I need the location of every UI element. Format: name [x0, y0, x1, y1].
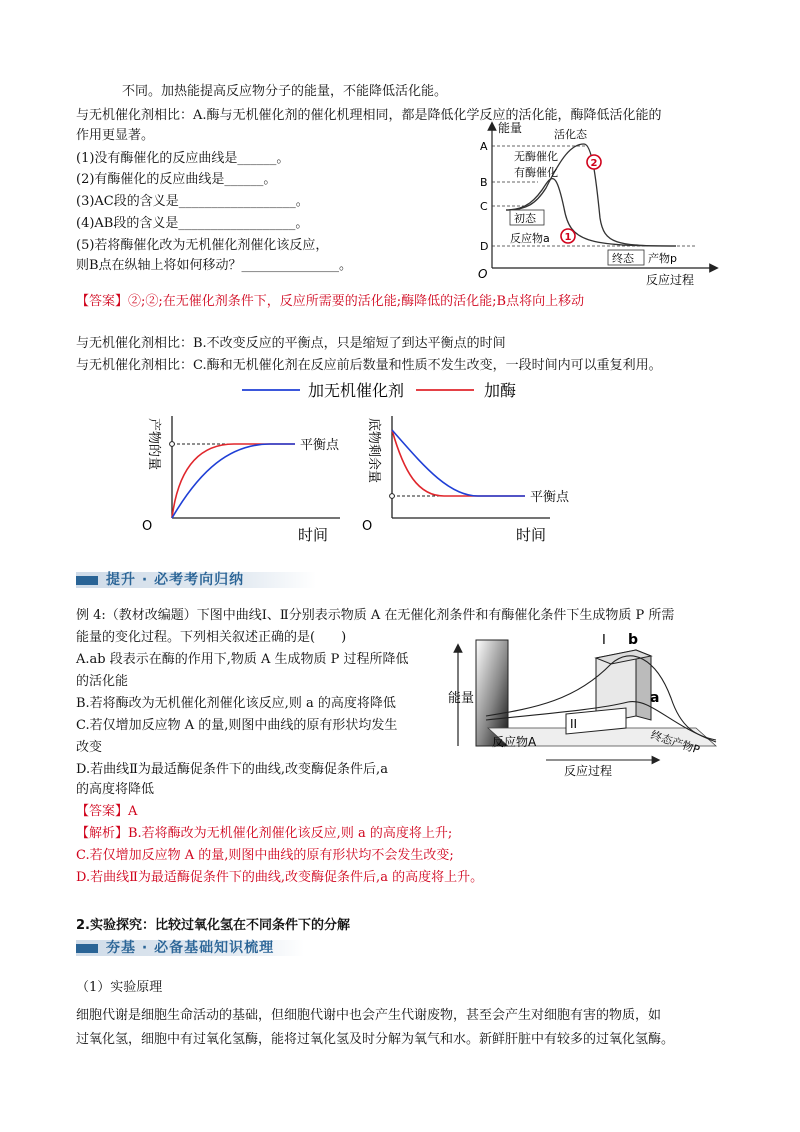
substrate-eq-label: 平衡点 [530, 490, 570, 505]
example4-stem-line1: 例 4:（教材改编题）下图中曲线Ⅰ、Ⅱ分别表示物质 A 在无催化剂条件和有酶催化条件下生成物质 P 所需 [76, 608, 675, 623]
option-a-line1: A.ab 段表示在酶的作用下,物质 A 生成物质 P 过程所降低 [76, 652, 409, 667]
initial-state-label: 初态 [514, 212, 536, 225]
final-product-label: 终态产物P [649, 728, 702, 757]
label-a: a [650, 690, 660, 706]
substrate-y-label: 底物剩余量 [366, 418, 381, 484]
x3d-label: 反应过程 [564, 764, 613, 778]
curve2-number: 2 [590, 158, 598, 169]
substrate-x-label: 时间 [516, 526, 547, 544]
substrate-chart [360, 410, 620, 550]
option-d-line2: 的高度将降低 [76, 782, 155, 797]
question-3: (3)AC段的含义是__________________。 [76, 194, 309, 209]
label-II: II [570, 717, 578, 731]
question-1: (1)没有酶催化的反应曲线是______。 [76, 151, 290, 166]
question-5-line1: (5)若将酶催化改为无机催化剂催化该反应， [76, 238, 329, 253]
product-label: 产物p [648, 252, 677, 265]
point-c: 与无机催化剂相比：C.酶和无机催化剂在反应前后数量和性质不发生改变，一段时间内可以重复利用。 [76, 358, 662, 373]
product-origin: O [142, 519, 153, 534]
final-state-label: 终态 [612, 252, 634, 265]
section2-subheading: （1）实验原理 [76, 980, 163, 995]
product-inorganic-curve [172, 444, 295, 518]
active-state-label: 活化态 [554, 128, 587, 141]
intro-line: 不同。加热能提高反应物分子的能量，不能降低活化能。 [122, 84, 448, 99]
product-chart [140, 410, 360, 550]
principle-line2: 过氧化氢，细胞中有过氧化氢酶，能将过氧化氢及时分解为氧气和水。新鲜肝脏中有较多的过氧化氢酶。 [76, 1032, 675, 1047]
product-enzyme-curve [172, 444, 295, 518]
label-I: I [602, 633, 606, 648]
example4-stem-line2: 能量的变化过程。下列相关叙述正确的是( ) [76, 630, 347, 645]
product-x-label: 时间 [298, 526, 329, 544]
option-d-line1: D.若曲线Ⅱ为最适酶促条件下的曲线,改变酶促条件后,a [76, 762, 388, 777]
legend [240, 378, 580, 402]
option-b: B.若将酶改为无机催化剂催化该反应,则 a 的高度将降低 [76, 696, 396, 711]
section-banner-basic [76, 936, 304, 958]
question-4: (4)AB段的含义是__________________。 [76, 216, 309, 231]
tick-b: B [480, 176, 488, 189]
legend-enzyme-label: 加酶 [484, 381, 517, 400]
answer-1: 【答案】②;②;在无催化剂条件下，反应所需要的活化能;酶降低的活化能;B点将向上移动 [76, 294, 585, 309]
option-a-line2: 的活化能 [76, 674, 129, 689]
answer-2: 【答案】A [76, 804, 138, 819]
reactant-a-label: 反应物A [492, 735, 537, 749]
enzyme-label: 有酶催化 [514, 166, 558, 179]
analysis-d: D.若曲线Ⅱ为最适酶促条件下的曲线,改变酶促条件后,a 的高度将上升。 [76, 870, 484, 885]
product-y-label: 产物的量 [146, 418, 161, 471]
legend-inorganic-label: 加无机催化剂 [308, 381, 405, 400]
product-eq-label: 平衡点 [300, 438, 340, 453]
substrate-inorganic-curve [392, 430, 525, 496]
y3d-label: 能量 [448, 691, 475, 706]
y-axis-label: 能量 [498, 121, 523, 135]
tick-a: A [480, 140, 488, 153]
question-5-line2: 则B点在纵轴上将如何移动？_______________。 [76, 258, 353, 273]
label-b: b [628, 632, 639, 648]
option-c-line2: 改变 [76, 740, 103, 755]
reactant-label: 反应物a [510, 232, 550, 245]
analysis-c: C.若仅增加反应物 A 的量,则图中曲线的原有形状均不会发生改变; [76, 848, 454, 863]
x-axis-label: 反应过程 [646, 273, 695, 287]
point-a-line1: 与无机催化剂相比：A.酶与无机催化剂的催化机理相同，都是降低化学反应的活化能，酶降低活化能的 [76, 108, 662, 123]
banner-advance-text: 提升 · 必考考向归纳 [106, 572, 245, 588]
energy-3d-diagram [446, 628, 736, 778]
analysis-b: 【解析】B.若将酶改为无机催化剂催化该反应,则 a 的高度将上升; [76, 826, 453, 841]
substrate-origin: O [362, 519, 373, 534]
banner-basic-text: 夯基 · 必备基础知识梳理 [106, 940, 275, 956]
tick-d: D [480, 240, 489, 253]
option-c-line1: C.若仅增加反应物 A 的量,则图中曲线的原有形状均发生 [76, 718, 398, 733]
question-2: (2)有酶催化的反应曲线是______。 [76, 172, 277, 187]
tick-c: C [480, 200, 488, 213]
point-b: 与无机催化剂相比：B.不改变反应的平衡点，只是缩短了到达平衡点的时间 [76, 336, 506, 351]
energy-diagram [476, 118, 726, 288]
principle-line1: 细胞代谢是细胞生命活动的基础，但细胞代谢中也会产生代谢废物，甚至会产生对细胞有害的物质，如 [76, 1008, 662, 1023]
section-banner-advance [76, 568, 316, 590]
origin-label: O [478, 267, 488, 281]
point-a-line2: 作用更显著。 [76, 128, 155, 143]
section2-title: 2.实验探究：比较过氧化氢在不同条件下的分解 [76, 918, 350, 933]
curve1-number: 1 [564, 232, 572, 243]
substrate-enzyme-curve [392, 430, 525, 496]
no-enzyme-label: 无酶催化 [514, 150, 558, 163]
